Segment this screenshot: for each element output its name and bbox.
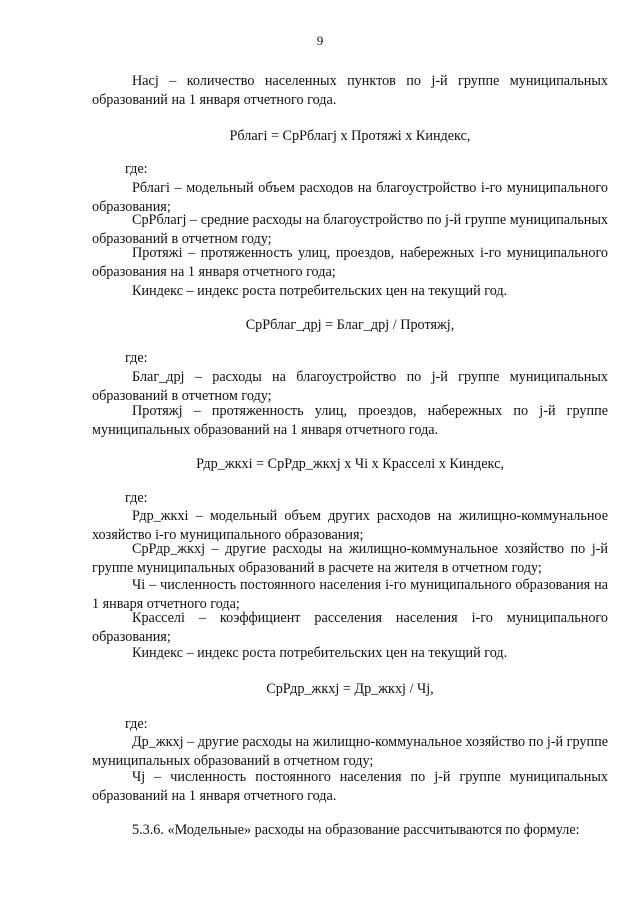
paragraph: 5.3.6. «Модельные» расходы на образование рассчитываются по формуле: [132, 822, 580, 838]
formula: Рблагi = СрРблагj х Протяжi х Киндекс, [229, 128, 471, 144]
paragraph: Протяжj – протяженность улиц, проездов, набережных по j-й группе муниципальных образований на 1 января отчетного года. [92, 403, 608, 438]
paragraph: Киндекс – индекс роста потребительских цен на текущий год. [132, 645, 508, 661]
where-label: где: [125, 350, 148, 366]
paragraph: Рдр_жкхi – модельный объем других расходов на жилищно-коммунальное хозяйство i-го муниципального образования; [92, 508, 608, 543]
page-number: 9 [316, 33, 324, 48]
paragraph: Др_жкхj – другие расходы на жилищно-коммунальное хозяйство по j-й группе муниципальных образований в отчетном году; [92, 734, 608, 769]
paragraph: Красселi – коэффициент расселения населения i-го муниципального образования; [92, 610, 608, 645]
paragraph: Благ_дрj – расходы на благоустройство по j-й группе муниципальных образований в отчетном году; [92, 369, 608, 404]
where-label: где: [125, 490, 148, 506]
formula: СрРблаг_дрj = Благ_дрj / Протяжj, [245, 317, 455, 333]
paragraph: Киндекс – индекс роста потребительских цен на текущий год. [132, 283, 508, 299]
paragraph: СрРблагj – средние расходы на благоустройство по j-й группе муниципальных образований в отчетном году; [92, 212, 608, 247]
paragraph: Чj – численность постоянного населения по j-й группе муниципальных образований на 1 января отчетного года. [92, 769, 608, 804]
where-label: где: [125, 716, 148, 732]
paragraph: СрРдр_жкхj – другие расходы на жилищно-коммунальное хозяйство по j-й группе муниципальных образований в расчете на жителя в отчетном году; [92, 541, 608, 576]
paragraph: Рблагi – модельный объем расходов на благоустройство i-го муниципального образования; [92, 180, 608, 215]
paragraph: Протяжi – протяженность улиц, проездов, набережных i-го муниципального образования на 1 января отчетного года; [92, 245, 608, 280]
paragraph: Насj – количество населенных пунктов по j-й группе муниципальных образований на 1 января отчетного года. [92, 73, 608, 108]
where-label: где: [125, 161, 148, 177]
paragraph: Чi – численность постоянного населения i-го муниципального образования на 1 января отчетного года; [92, 577, 608, 612]
formula: Рдр_жкхi = СрРдр_жкхj х Чi х Кpасселi х Киндекс, [196, 456, 504, 472]
formula: СрРдр_жкхj = Др_жкхj / Чj, [266, 681, 434, 697]
